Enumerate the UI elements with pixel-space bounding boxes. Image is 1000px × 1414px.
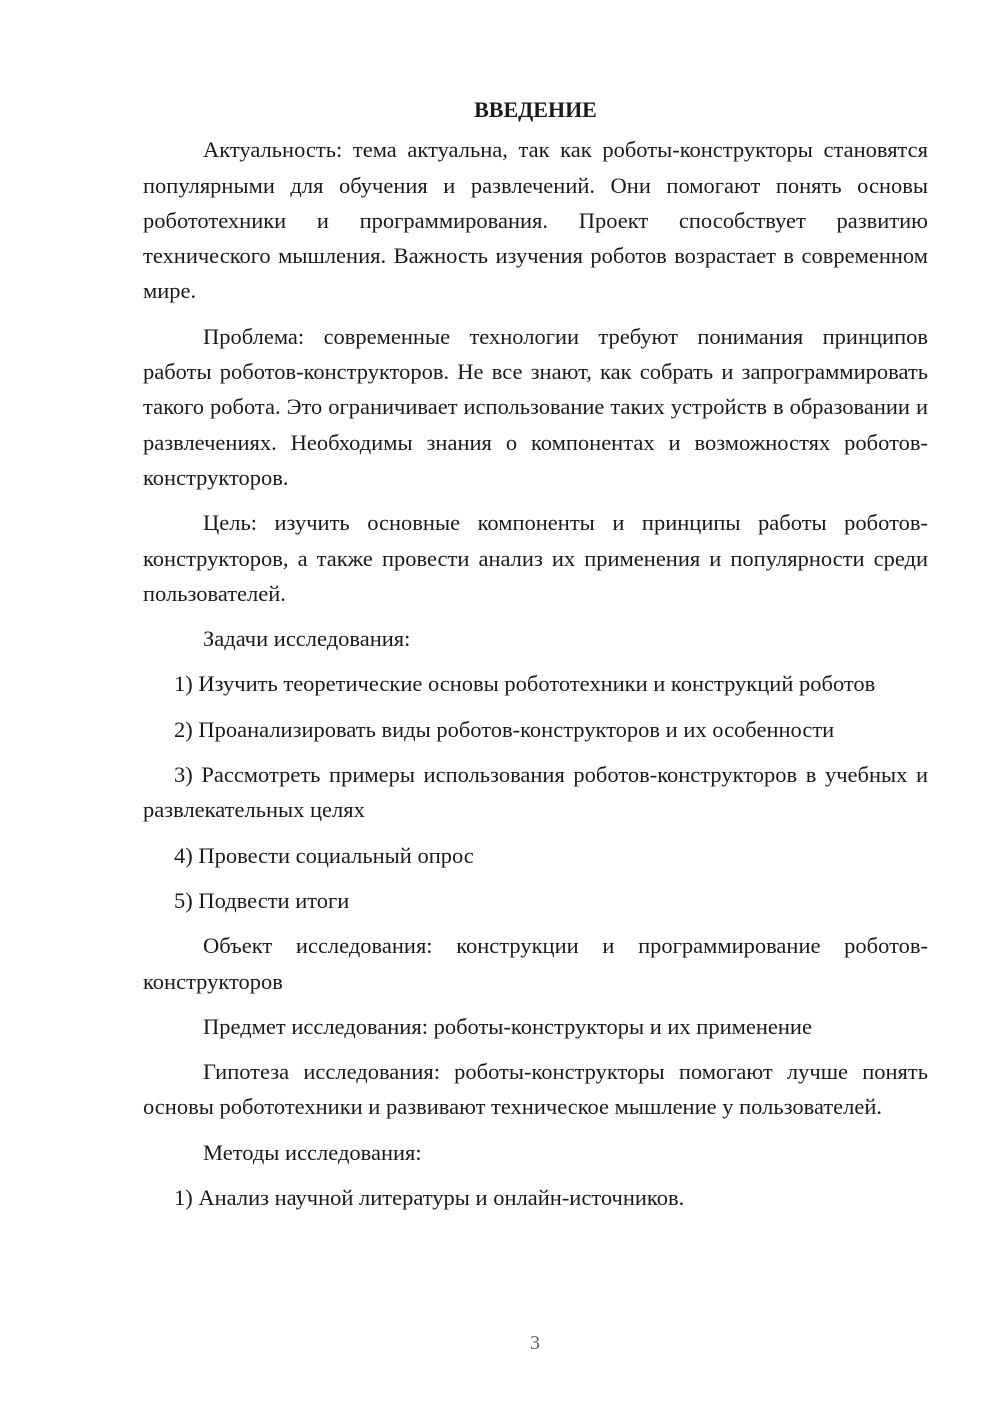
paragraph-object: Объект исследования: конструкции и программирование роботов-конструкторов bbox=[143, 933, 928, 994]
task-item-4: 4) Провести социальный опрос bbox=[174, 842, 474, 868]
task-item-1: 1) Изучить теоретические основы робототехники и конструкций роботов bbox=[174, 671, 876, 697]
document-page bbox=[143, 92, 928, 1225]
task-item-3: 3) Рассмотреть примеры использования роботов-конструкторов в учебных и развлекательных целях bbox=[143, 762, 928, 823]
methods-heading: Методы исследования: bbox=[203, 1139, 422, 1165]
paragraph-problem: Проблема: современные технологии требуют понимания принципов работы роботов-конструкторов. Не все знают, как собрать и запрограммировать такого робота. Это ограничивает использование таких устройств в образовании и развлечениях. Необходимы знания о компонентах и возможностях роботов-конструкторов. bbox=[143, 323, 928, 490]
paragraph-subject: Предмет исследования: роботы-конструкторы и их применение bbox=[203, 1013, 812, 1039]
page-number: 3 bbox=[530, 1332, 540, 1354]
paragraph-relevance: Актуальность: тема актуальна, так как роботы-конструкторы становятся популярными для обучения и развлечений. Они помогают понять основы робототехники и программирования. Проект способствует развитию технического мышления. Важность изучения роботов возрастает в современном мире. bbox=[143, 137, 928, 304]
paragraph-goal: Цель: изучить основные компоненты и принципы работы роботов-конструкторов, а также провести анализ их применения и популярности среди пользователей. bbox=[143, 510, 928, 606]
tasks-heading: Задачи исследования: bbox=[203, 626, 411, 652]
task-item-2: 2) Проанализировать виды роботов-конструкторов и их особенности bbox=[174, 716, 835, 742]
paragraph-hypothesis: Гипотеза исследования: роботы-конструкторы помогают лучше понять основы робототехники и развивают техническое мышление у пользователей. bbox=[143, 1059, 928, 1120]
section-title: ВВЕДЕНИЕ bbox=[474, 97, 597, 122]
method-item-1: 1) Анализ научной литературы и онлайн-источников. bbox=[174, 1185, 685, 1211]
task-item-5: 5) Подвести итоги bbox=[174, 887, 350, 913]
